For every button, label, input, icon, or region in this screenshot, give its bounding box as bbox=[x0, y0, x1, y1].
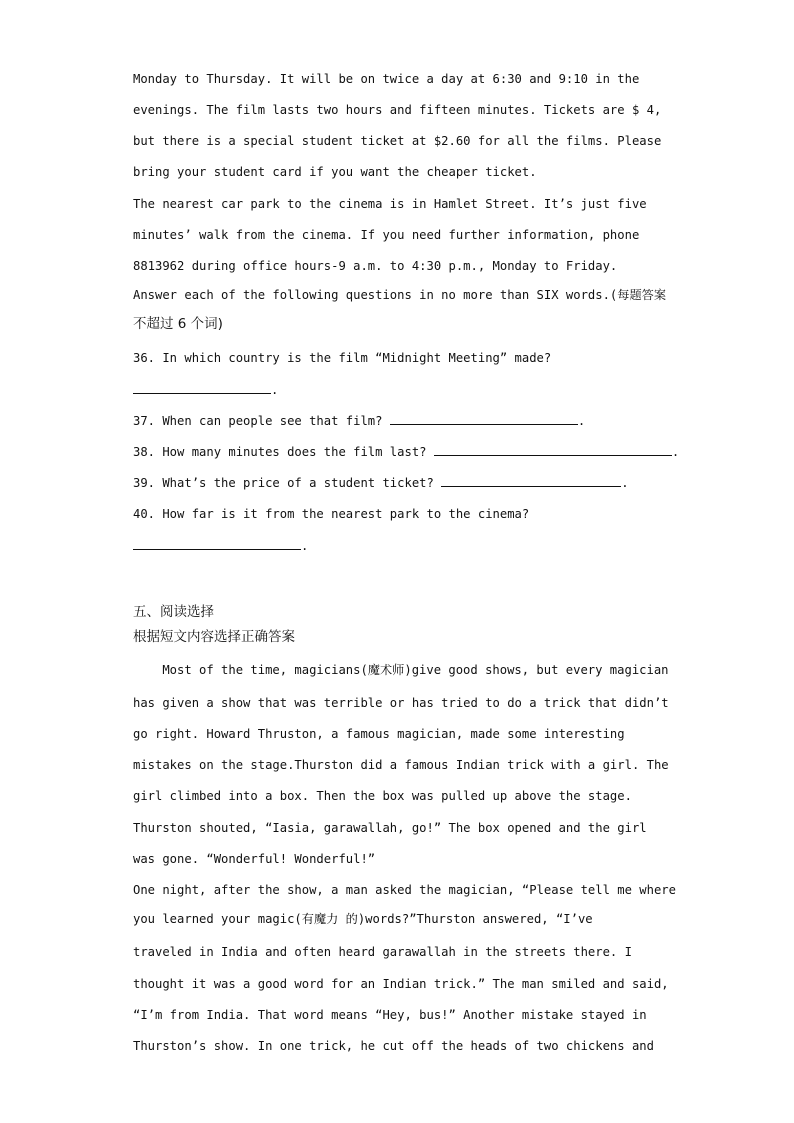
answer-blank[interactable] bbox=[390, 412, 578, 425]
passage-line: but there is a special student ticket at $2.60 for all the films. Please bbox=[133, 134, 662, 148]
reading-line: you learned your magic(有魔力 的)words?”Thurston answered, “I’ve bbox=[133, 912, 593, 926]
answer-line-40 bbox=[133, 537, 308, 554]
answer-end: . bbox=[671, 445, 680, 459]
reading-line: mistakes on the stage.Thurston did a famous Indian trick with a girl. The bbox=[133, 758, 669, 772]
answer-end: . bbox=[577, 414, 586, 428]
reading-line: thought it was a good word for an Indian trick.” The man smiled and said, bbox=[133, 977, 669, 991]
passage-line: bring your student card if you want the cheaper ticket. bbox=[133, 165, 537, 179]
reading-line: was gone. “Wonderful! Wonderful!” bbox=[133, 852, 376, 866]
question-37 bbox=[133, 412, 585, 429]
question-text: 39. What’s the price of a student ticket? bbox=[133, 476, 442, 490]
answer-blank[interactable] bbox=[434, 443, 672, 456]
question-text: 37. When can people see that film? bbox=[133, 414, 390, 428]
answer-blank[interactable] bbox=[133, 537, 301, 550]
reading-line: Thurston’s show. In one trick, he cut off the heads of two chickens and bbox=[133, 1039, 654, 1053]
reading-line: go right. Howard Thruston, a famous magician, made some interesting bbox=[133, 727, 625, 741]
section-title: 五、阅读选择 bbox=[133, 604, 214, 620]
question-38 bbox=[133, 443, 679, 460]
instructions-line: 不超过 6 个词) bbox=[133, 316, 223, 332]
reading-line: One night, after the show, a man asked the magician, “Please tell me where bbox=[133, 883, 676, 897]
reading-line: has given a show that was terrible or has tried to do a trick that didn’t bbox=[133, 696, 669, 710]
reading-line: girl climbed into a box. Then the box was pulled up above the stage. bbox=[133, 789, 632, 803]
question-40: 40. How far is it from the nearest park to the cinema? bbox=[133, 507, 530, 521]
answer-blank[interactable] bbox=[441, 474, 621, 487]
answer-end: . bbox=[271, 383, 279, 397]
answer-line-36 bbox=[133, 381, 278, 398]
reading-line: traveled in India and often heard garawallah in the streets there. I bbox=[133, 945, 632, 959]
question-39 bbox=[133, 474, 629, 491]
question-text: 38. How many minutes does the film last? bbox=[133, 445, 434, 459]
reading-line: Thurston shouted, “Iasia, garawallah, go!” The box opened and the girl bbox=[133, 821, 647, 835]
answer-end: . bbox=[621, 476, 629, 490]
answer-end: . bbox=[301, 539, 309, 553]
passage-line: evenings. The film lasts two hours and fifteen minutes. Tickets are $ 4, bbox=[133, 103, 662, 117]
reading-line: Most of the time, magicians(魔术师)give good shows, but every magician bbox=[133, 663, 669, 677]
reading-line: “I’m from India. That word means “Hey, bus!” Another mistake stayed in bbox=[133, 1008, 647, 1022]
question-36: 36. In which country is the film “Midnight Meeting” made? bbox=[133, 351, 552, 365]
section-subtitle: 根据短文内容选择正确答案 bbox=[133, 629, 295, 645]
instructions-line: Answer each of the following questions in no more than SIX words.(每题答案 bbox=[133, 288, 667, 302]
answer-blank[interactable] bbox=[133, 381, 271, 394]
passage-line: 8813962 during office hours-9 a.m. to 4:30 p.m., Monday to Friday. bbox=[133, 259, 618, 273]
passage-line: minutes’ walk from the cinema. If you need further information, phone bbox=[133, 228, 640, 242]
passage-line: Monday to Thursday. It will be on twice a day at 6:30 and 9:10 in the bbox=[133, 72, 640, 86]
passage-line: The nearest car park to the cinema is in Hamlet Street. It’s just five bbox=[133, 197, 647, 211]
